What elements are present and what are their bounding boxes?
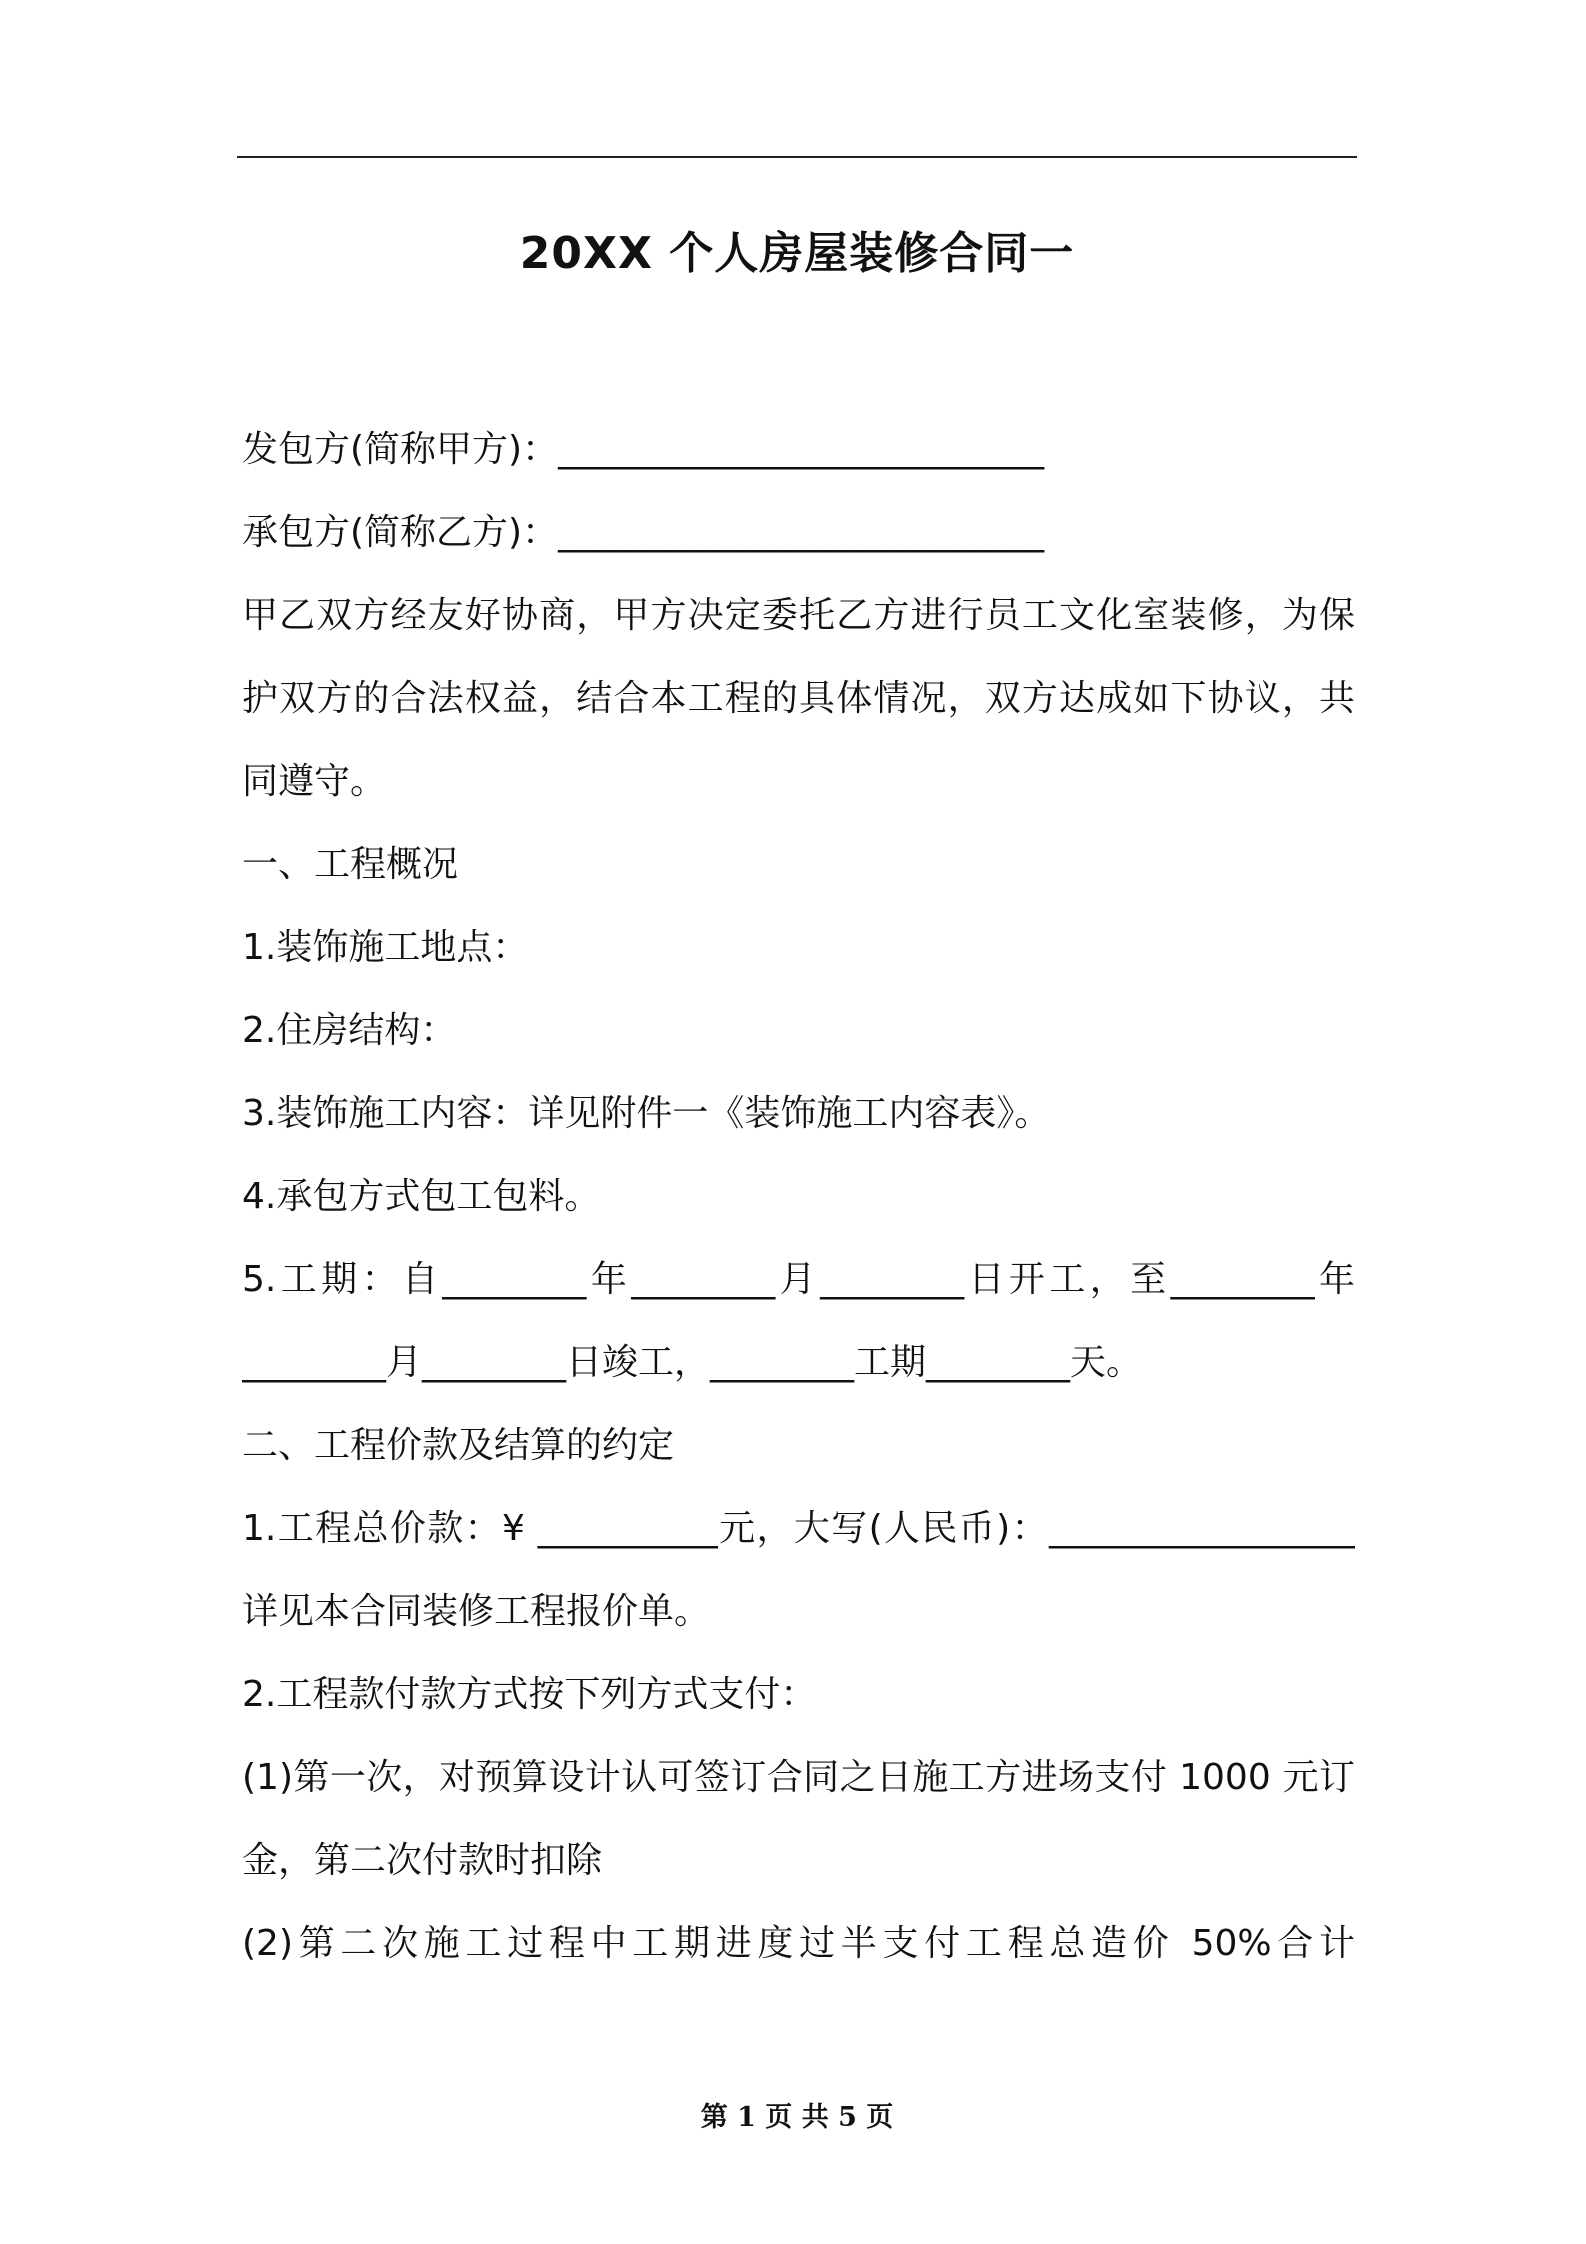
document-body xyxy=(242,408,1355,1985)
price-item-payment-method: 2.工程款付款方式按下列方式支付： xyxy=(242,1674,817,1715)
party-b-line: 承包方(简称乙方)：___________________________ xyxy=(242,512,1045,553)
payment-first-installment: (1)第一次，对预算设计认可签订合同之日施工方进场支付 1000 元订金，第二次付款时扣除 xyxy=(242,1757,1355,1881)
overview-item-location: 1.装饰施工地点： xyxy=(242,927,529,968)
overview-item-schedule: 5.工期：自________年________月________日开工，至________年________月________日竣工，________工期________天。 xyxy=(242,1259,1355,1383)
intro-paragraph: 甲乙双方经友好协商，甲方决定委托乙方进行员工文化室装修，为保护双方的合法权益，结合本工程的具体情况，双方达成如下协议，共同遵守。 xyxy=(242,595,1355,802)
party-a-line: 发包方(简称甲方)：___________________________ xyxy=(242,429,1045,470)
header-rule xyxy=(237,156,1357,158)
overview-item-structure: 2.住房结构： xyxy=(242,1010,457,1051)
section-heading-overview: 一、工程概况 xyxy=(242,844,459,885)
overview-item-content: 3.装饰施工内容：详见附件一《装饰施工内容表》。 xyxy=(242,1093,1051,1134)
page-footer: 第 1 页 共 5 页 xyxy=(700,2102,894,2133)
overview-item-contract-mode: 4.承包方式包工包料。 xyxy=(242,1176,601,1217)
price-item-total: 1.工程总价款：¥ __________元，大写(人民币)：_________________详见本合同装修工程报价单。 xyxy=(242,1508,1355,1632)
payment-second-installment: (2)第二次施工过程中工期进度过半支付工程总造价 50%合计 xyxy=(242,1923,1355,1964)
section-heading-price: 二、工程价款及结算的约定 xyxy=(242,1425,675,1466)
document-title: 20XX 个人房屋装修合同一 xyxy=(519,228,1075,279)
